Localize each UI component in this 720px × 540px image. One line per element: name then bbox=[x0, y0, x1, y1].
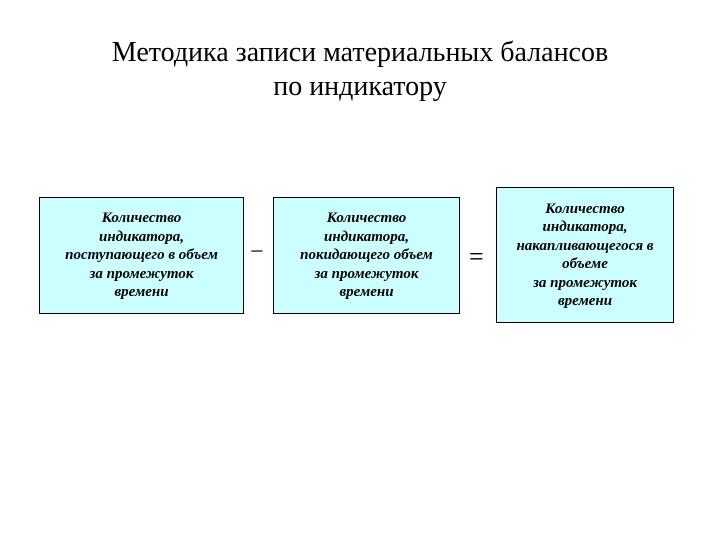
accumulating-box-line: за промежуток bbox=[533, 274, 637, 291]
slide-title-line-2: по индикатору bbox=[273, 71, 447, 102]
outgoing-indicator-box bbox=[273, 197, 460, 314]
incoming-box-line: поступающего в объем bbox=[65, 247, 218, 264]
accumulating-box-line: накапливающегося в bbox=[516, 237, 654, 254]
accumulating-indicator-box bbox=[496, 187, 674, 323]
incoming-box-line: индикатора, bbox=[99, 228, 184, 245]
outgoing-box-line: индикатора, bbox=[324, 228, 409, 245]
equals-operator: = bbox=[469, 242, 484, 271]
slide-title-line-1: Методика записи материальных балансов bbox=[111, 37, 609, 68]
accumulating-box-line: индикатора, bbox=[542, 219, 628, 235]
outgoing-box-line: покидающего объем bbox=[300, 247, 433, 264]
accumulating-box-line: времени bbox=[557, 293, 613, 309]
slide-title bbox=[0, 36, 720, 104]
outgoing-box-line: Количество bbox=[326, 210, 407, 227]
minus-operator: − bbox=[250, 239, 264, 265]
outgoing-box-line: времени bbox=[339, 284, 394, 301]
incoming-indicator-box bbox=[39, 197, 244, 314]
outgoing-box-line: за промежуток bbox=[314, 265, 419, 282]
accumulating-box-line: объеме bbox=[562, 256, 608, 272]
incoming-box-line: за промежуток bbox=[89, 265, 194, 282]
incoming-box-line: Количество bbox=[101, 210, 182, 227]
incoming-box-line: времени bbox=[114, 284, 169, 301]
accumulating-box-line: Количество bbox=[545, 200, 625, 217]
